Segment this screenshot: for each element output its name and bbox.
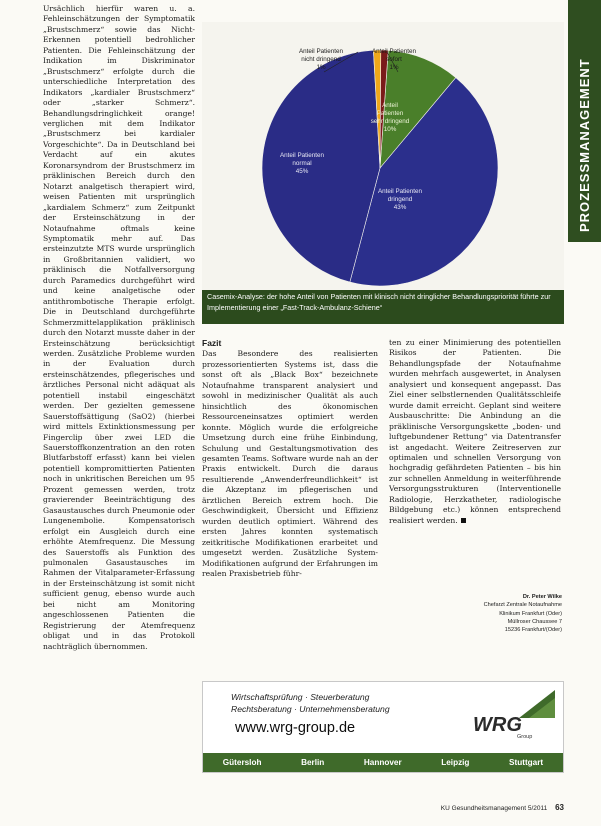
label-sehr-dringend: Anteil Patienten sehr dringend 10%: [370, 102, 410, 133]
pie-chart-figure: [202, 22, 564, 290]
label-dringend: Anteil Patienten dringend 43%: [377, 188, 423, 211]
author-name: Dr. Peter Wilke: [522, 594, 562, 600]
end-mark-icon: [461, 518, 466, 523]
author-line: Müllroser Chaussee 7: [507, 618, 562, 625]
ad-cities-bar: [203, 753, 563, 772]
article-column-middle: [202, 338, 378, 579]
journal-name: KU Gesundheitsmanagement 5/2011: [440, 805, 548, 812]
page-number: 63: [555, 803, 564, 812]
ad-city: Berlin: [301, 758, 325, 767]
author-line: 15236 Frankfurt/(Oder): [504, 627, 562, 634]
article-paragraph: ten zu einer Minimierung des potentiellen Risikos der Patienten. Die Behandlungspfade der Notaufnahme wurden mehrfach ausgewertet, in Analysen analysiert und konsequent angepasst. Das Ziel einer selbstlernenden Qualitätsschleife wurde damit erreicht. Geplant sind weitere Ausbauschritte: Die Anbindung an die präklinische Versorgungskette „boden- und luftgebundener Rettung“ via Datentransfer ist angedacht. Weitere Zeitreserven zur optimalen und schnellen Versorgung von hochgradig gefährdeten Patienten – bis hin zur schnellen Anmeldung in weiterführende Versorgungsstrukturen (Interventionelle Radiologie, Herzkatheter, radiologische Bildgebung etc.) können entsprechend realisiert werden.: [389, 338, 561, 525]
ad-city: Hannover: [363, 758, 402, 767]
author-line: Chefarzt Zentrale Notaufnahme: [483, 602, 562, 609]
page-footer: [370, 803, 564, 812]
author-line: Klinikum Frankfurt (Oder): [499, 610, 562, 617]
ad-services-line: Rechtsberatung · Unternehmensberatung: [231, 704, 390, 714]
article-paragraph: Ursächlich hierfür waren u. a. Fehleinschätzungen der Symptomatik „Brustschmerz“ sowie das Nicht-Erkennen potentiell bedrohlicher Patienten. Die Fehleinschätzung der Indikation im Diskriminator „Brustschmerz“ erfolgte durch die unterschiedliche Interpretation des Indikators „kardialer Brustschmerz“ oder „starker Schmerz“. Behandlungsdringlichkeit orange! verglichen mit dem Indikator „Brustschmerz bei kardialer Vorgeschichte“. Da in Deutschland bei Verdacht auf ein akutes Koronarsyndrom der Brustschmerz im präklinischen Bereich durch den Notarzt analgetisch therapiert wird, weisen Patienten mit ursprünglich „kardialem Schmerz“ zum Zeitpunkt der Ersteinschätzung in der Notaufnahme oftmals keine Symptomatik mehr auf. Das ersteinzutzte MTS wurde ursprünglich in Großbritannien validiert, wo präklinisch die Notfallversorgung durch Paramedics durchgeführt wird und keine analgetische oder antithrombotische Therapie erfolgt. Die in Deutschland durchgeführte Schmerzmittelapplikation präklinisch durch den Notarzt musste daher in der Ersteinschätzung berücksichtigt werden. Zusätzliche Probleme wurden in der Evaluation durch ersteinschätzendes, pflegerisches und ärztliches Personal nicht adäquat als potentiell instabil eingeschätzt werden. Der gezielten gemessene Sauerstoffsättigung (SaO2) (hierbei wird mittels Extinktionsmessung per Fingerclip über zwei LED die Sauerstoffkonzentration an den roten Blutfarbstoff erfasst) kann bei vielen potentiell kompromittierten Patienten noch in unkritischen Bereichen um 95 Prozent gemessen werden, trotz gravierender Beeinträchtigung des Gasaustausches durch Pneumonie oder Lungenembolie. Kompensatorisch erfolgt ein Ausgleich durch eine erhöhte Atemfrequenz. Die Messung des Sauerstoffs als Funktion des pulmonalen Gasaustausches im Rahmen der Vitalparameter-Erfassung in der Ersteinschätzung ist somit nicht sufficient genug, ebenso wurde auch bei nicht am Monitoring angeschlossenen Patienten die Registrierung der Atemfrequenz obligat und in das Protokoll nachträglich übernommen.: [43, 4, 195, 651]
article-column-right: [389, 338, 561, 526]
figure-caption: Casemix-Analyse: der hohe Anteil von Patienten mit klinisch nicht dringlicher Behandlungspriorität führte zur Implementierung einer „Fast-Track-Ambulanz-Schiene“: [202, 290, 564, 324]
section-heading: Fazit: [202, 338, 222, 348]
ad-city: Gütersloh: [222, 758, 262, 767]
ad-website-link[interactable]: www.wrg-group.de: [235, 720, 356, 736]
label-nicht-dringend: Anteil Patienten nicht dringend 1%: [298, 48, 344, 71]
article-column-left: [43, 4, 195, 804]
ad-logo-text: WRG: [473, 714, 522, 736]
ad-city: Leipzig: [441, 758, 470, 767]
label-normal: Anteil Patienten normal 45%: [279, 152, 325, 175]
advertisement[interactable]: [202, 681, 564, 773]
ad-services-line: Wirtschaftsprüfung · Steuerberatung: [231, 692, 370, 702]
ad-city: Stuttgart: [509, 758, 544, 767]
ad-logo-subtext: Group: [517, 734, 533, 740]
author-block: [389, 593, 562, 634]
article-paragraph: Das Besondere des realisierten prozessorientierten Systems ist, dass die sonst oft als „Black Box“ bezeichnete Notaufnahme transparent analysiert und sowohl in medizinischer Qualität als auch hinsichtlich des ökonomischen Ressourceneinsatzes optimiert werden konnte. Möglich wurde die erfolgreiche Umsetzung durch eine frühe Einbindung, Schulung und Gestaltungsmotivation des gesamten Teams. Software wurde nah an der Praxis entwickelt. Durch die daraus resultierende „Anwenderfreundlichkeit“ ist die Akzeptanz im pflegerischen und ärztlichen Bereich extrem hoch. Die Geschwindigkeit, Übersicht und Effizienz wurden deutlich optimiert. Während des ersten Jahres konnten systematisch zeitkritische Modifikationen erarbeitet und umgesetzt werden. Zusätzliche System-Modifikationen aufgrund der Erfahrungen im realen Praxisbetrieb führ-: [202, 349, 378, 578]
label-sofort: Anteil Patienten sofort 1%: [371, 48, 417, 71]
